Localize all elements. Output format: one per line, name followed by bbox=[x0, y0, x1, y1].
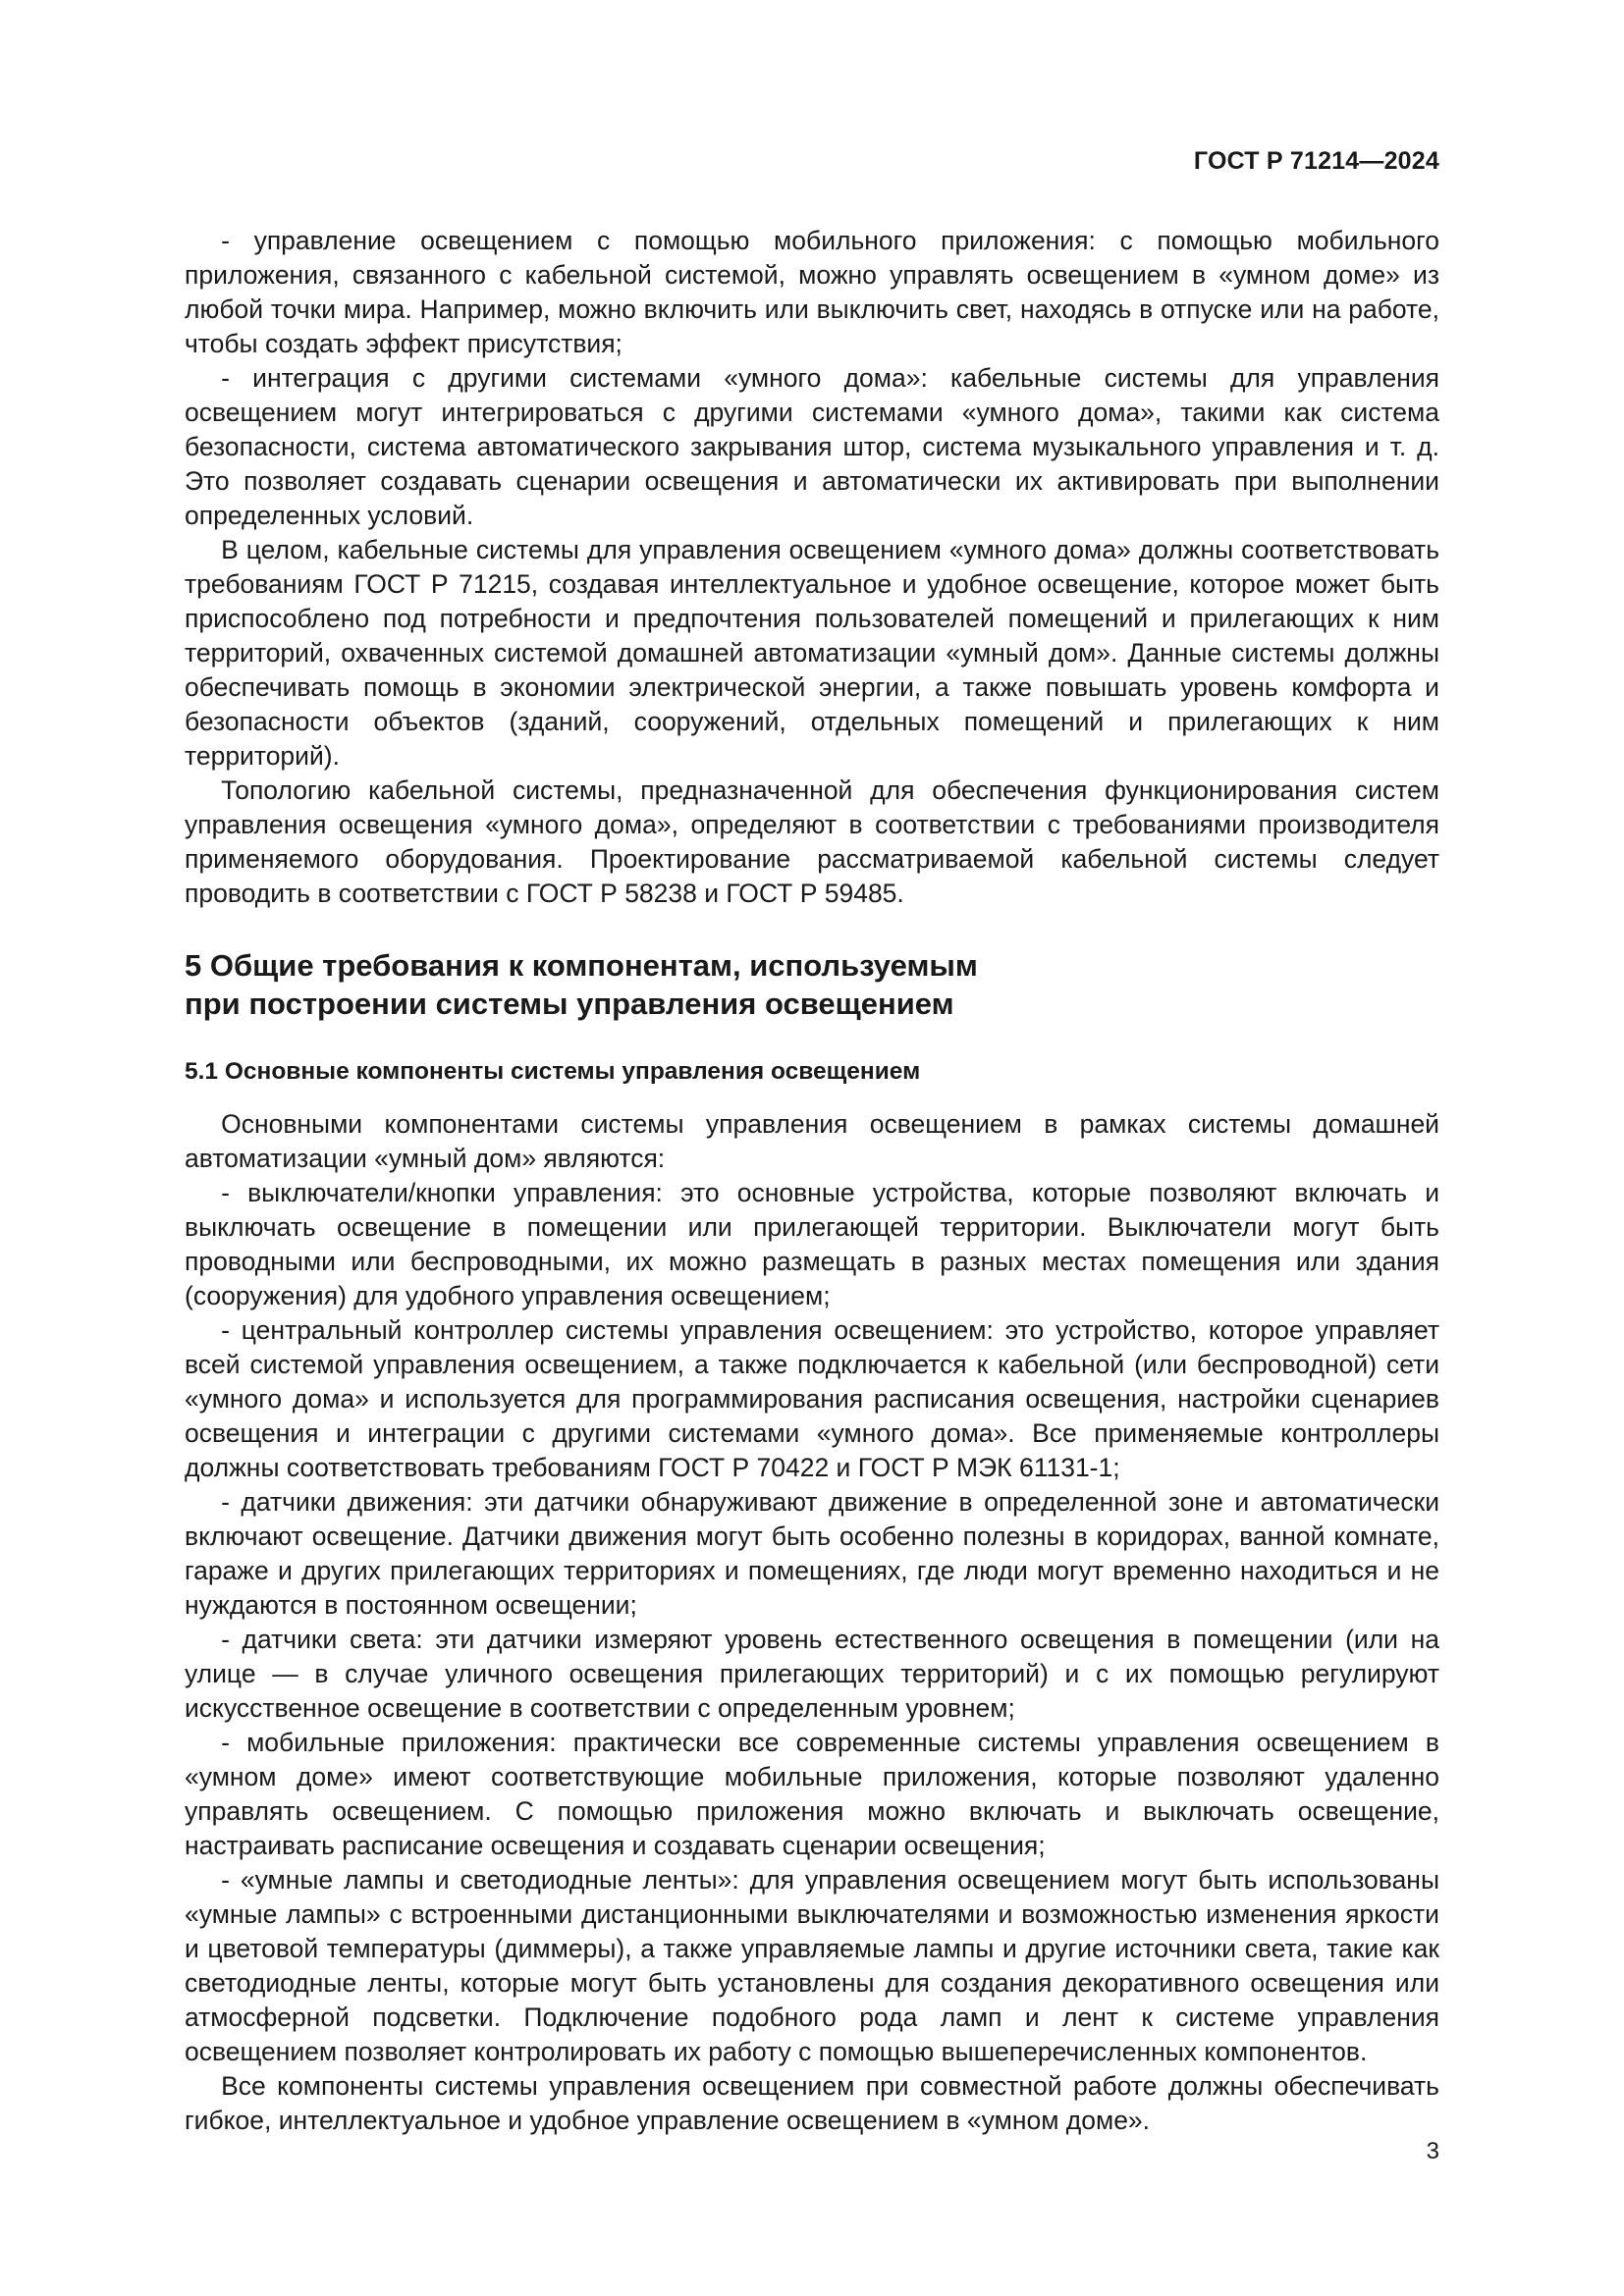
paragraph: - управление освещением с помощью мобильного приложения: с помощью мобильного приложения, связанного с кабельной системой, можно управлять освещением в «умном доме» из любой точки мира. Например, можно включить или выключить свет, находясь в отпуске или на работе, чтобы создать эффект присутствия; bbox=[185, 226, 1439, 358]
paragraph: В целом, кабельные системы для управления освещением «умного дома» должны соответствовать требованиям ГОСТ Р 71215, создавая интеллектуальное и удобное освещение, которое может быть приспособлено под потребности и предпочтения пользователей помещений и прилегающих к ним территорий, охваченных системой домашней автоматизации «умный дом». Данные системы должны обеспечивать помощь в экономии электрической энергии, а также повышать уровень комфорта и безопасности объектов (зданий, сооружений, отдельных помещений и прилегающих к ним территорий). bbox=[185, 535, 1439, 771]
list-item: - выключатели/кнопки управления: это основные устройства, которые позволяют включать и выключать освещение в помещении или прилегающей территории. Выключатели могут быть проводными или беспроводными, их можно размещать в разных местах помещения или здания (сооружения) для удобного управления освещением; bbox=[185, 1178, 1439, 1310]
subsection-heading: 5.1 Основные компоненты системы управления освещением bbox=[185, 1058, 921, 1085]
section-heading-line-1: 5 Общие требования к компонентам, используемым bbox=[185, 948, 978, 983]
paragraph: Все компоненты системы управления освещением при совместной работе должны обеспечивать гибкое, интеллектуальное и удобное управление освещением в «умном доме». bbox=[185, 2071, 1439, 2135]
page-number: 3 bbox=[1426, 2138, 1439, 2164]
section-heading-line-2: при построении системы управления освещением bbox=[185, 987, 954, 1021]
page-content bbox=[185, 224, 1439, 2138]
paragraph: - интеграция с другими системами «умного дома»: кабельные системы для управления освещением могут интегрироваться с другими системами «умного дома», такими как система безопасности, система автоматического закрывания штор, система музыкального управления и т. д. Это позволяет создавать сценарии освещения и автоматически их активировать при выполнении определенных условий. bbox=[185, 363, 1439, 530]
list-item: - датчики света: эти датчики измеряют уровень естественного освещения в помещении (или на улице — в случае уличного освещения прилегающих территорий) и с их помощью регулируют искусственное освещение в соответствии с определенным уровнем; bbox=[185, 1625, 1439, 1723]
list-item: - датчики движения: эти датчики обнаруживают движение в определенной зоне и автоматически включают освещение. Датчики движения могут быть особенно полезны в коридорах, ванной комнате, гараже и других прилегающих территориях и помещениях, где люди могут временно находиться и не нуждаются в постоянном освещении; bbox=[185, 1487, 1439, 1620]
list-item: - мобильные приложения: практически все современные системы управления освещением в «умном доме» имеют соответствующие мобильные приложения, которые позволяют удаленно управлять освещением. С помощью приложения можно включать и выключать освещение, настраивать расписание освещения и создавать сценарии освещения; bbox=[185, 1728, 1439, 1860]
list-item: - центральный контроллер системы управления освещением: это устройство, которое управляет всей системой управления освещением, а также подключается к кабельной (или беспроводной) сети «умного дома» и используется для программирования расписания освещения, настройки сценариев освещения и интеграции с другими системами «умного дома». Все применяемые контроллеры должны соответствовать требованиям ГОСТ Р 70422 и ГОСТ Р МЭК 61131-1; bbox=[185, 1315, 1439, 1482]
paragraph: Топологию кабельной системы, предназначенной для обеспечения функционирования систем управления освещения «умного дома», определяют в соответствии с требованиями производителя применяемого оборудования. Проектирование рассматриваемой кабельной системы следует проводить в соответствии с ГОСТ Р 58238 и ГОСТ Р 59485. bbox=[185, 775, 1439, 908]
paragraph: Основными компонентами системы управления освещением в рамках системы домашней автоматизации «умный дом» являются: bbox=[185, 1109, 1439, 1173]
document-code-header: ГОСТ Р 71214—2024 bbox=[1193, 147, 1439, 175]
section-heading bbox=[185, 946, 1439, 1023]
list-item: - «умные лампы и светодиодные ленты»: для управления освещением могут быть использованы «умные лампы» с встроенными дистанционными выключателями и возможностью изменения яркости и цветовой температуры (диммеры), а также управляемые лампы и другие источники света, такие как светодиодные ленты, которые могут быть установлены для создания декоративного освещения или атмосферной подсветки. Подключение подобного рода ламп и лент к системе управления освещением позволяет контролировать их работу с помощью вышеперечисленных компонентов. bbox=[185, 1865, 1439, 2066]
